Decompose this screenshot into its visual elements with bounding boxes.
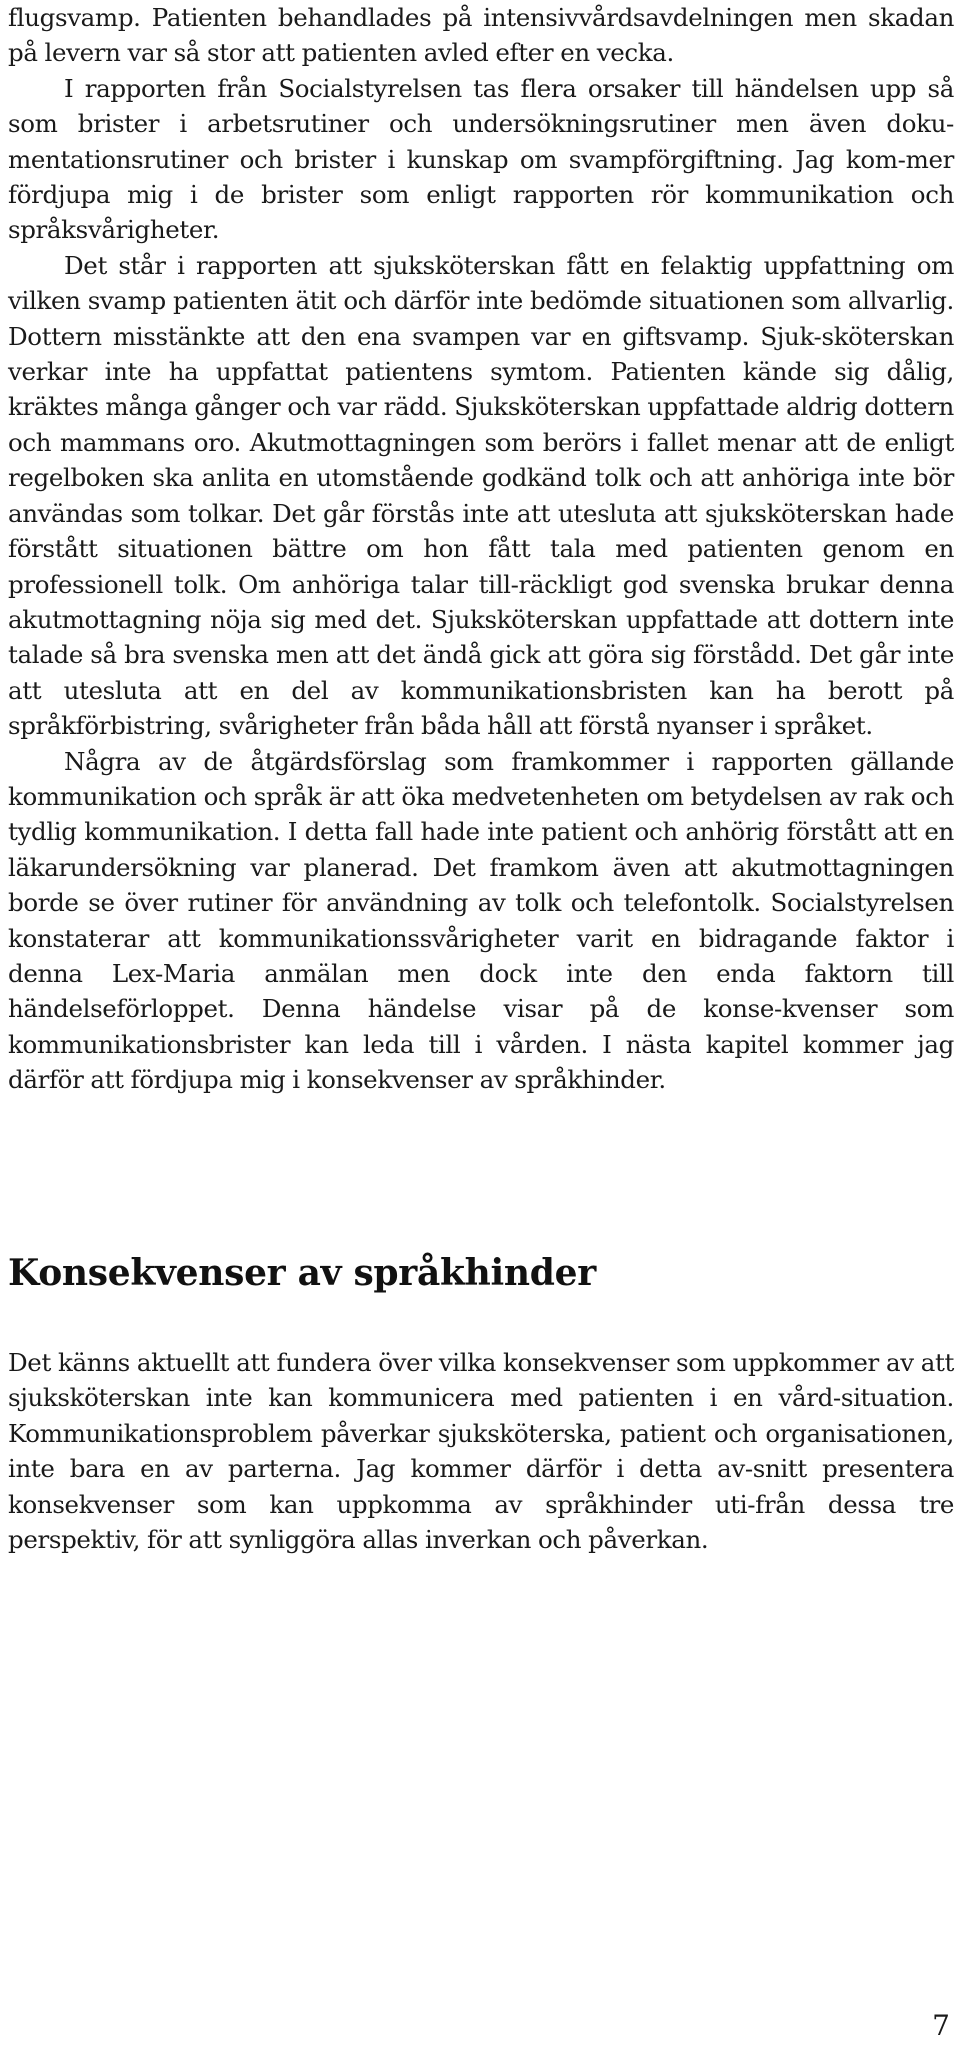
paragraph-nurse-misunderstanding: Det står i rapporten att sjuksköterskan fått en felaktig uppfattning om vilken svamp patienten ätit och därför inte bedömde situationen som allvarlig. Dottern misstänkte att den ena svampen var en giftsvamp. Sjuk-sköterskan verkar inte ha uppfattat patientens symtom. Patienten kände sig dålig, kräktes många gånger och var rädd. Sjuksköterskan uppfattade aldrig dottern och mammans oro. Akutmottagningen som berörs i fallet menar att de enligt regelboken ska anlita en utomstående godkänd tolk och att anhöriga inte bör användas som tolkar. Det går förstås inte att utesluta att sjuksköterskan hade förstått situationen bättre om hon fått tala med patienten genom en professionell tolk. Om anhöriga talar till-räckligt god svenska brukar denna akutmottagning nöja sig med det. Sjuksköterskan uppfattade att dottern inte talade så bra svenska men att det ändå gick att göra sig förstådd. Det går inte att utesluta att en del av kommunikationsbristen kan ha berott på språkförbistring, svårigheter från båda håll att förstå nyanser i språket. <box>8 250 954 741</box>
body-text-top <box>8 0 954 1098</box>
paragraph-section-intro: Det känns aktuellt att fundera över vilka konsekvenser som uppkommer av att sjuksköterskan inte kan kommunicera med patienten i en vård-situation. Kommunikationsproblem påverkar sjuksköterska, patient och organisationen, inte bara en av parterna. Jag kommer därför i detta av-snitt presentera konsekvenser som kan uppkomma av språkhinder uti-från dessa tre perspektiv, för att synliggöra allas inverkan och påverkan. <box>8 1348 954 1555</box>
paragraph-action-proposals: Några av de åtgärdsförslag som framkommer i rapporten gällande kommunikation och språk är att öka medvetenheten om betydelsen av rak och tydlig kommunikation. I detta fall hade inte patient och anhörig förstått att en läkarundersökning var planerad. Det framkom även att akutmottagningen borde se över rutiner för användning av tolk och telefontolk. Socialstyrelsen konstaterar att kommunikationssvårigheter varit en bidragande faktor i denna Lex-Maria anmälan men dock inte den enda faktorn till händelseförloppet. Denna händelse visar på de konse-kvenser som kommunikationsbrister kan leda till i vården. I nästa kapitel kommer jag därför att fördjupa mig i konsekvenser av språkhinder. <box>8 746 954 1095</box>
body-text-bottom <box>8 1345 954 1557</box>
page-number: 7 <box>932 2009 950 2042</box>
paragraph-socialstyrelsen-report: I rapporten från Socialstyrelsen tas flera orsaker till händelsen upp så som brister i arbetsrutiner och undersökningsrutiner men även doku-mentationsrutiner och brister i kunskap om svampförgiftning. Jag kom-mer fördjupa mig i de brister som enligt rapporten rör kommunikation och språksvårigheter. <box>8 73 954 245</box>
paragraph-continuation: flugsvamp. Patienten behandlades på intensivvårdsavdelningen men skadan på levern var så stor att patienten avled efter en vecka. <box>8 3 954 68</box>
section-heading: Konsekvenser av språkhinder <box>8 1252 596 1294</box>
